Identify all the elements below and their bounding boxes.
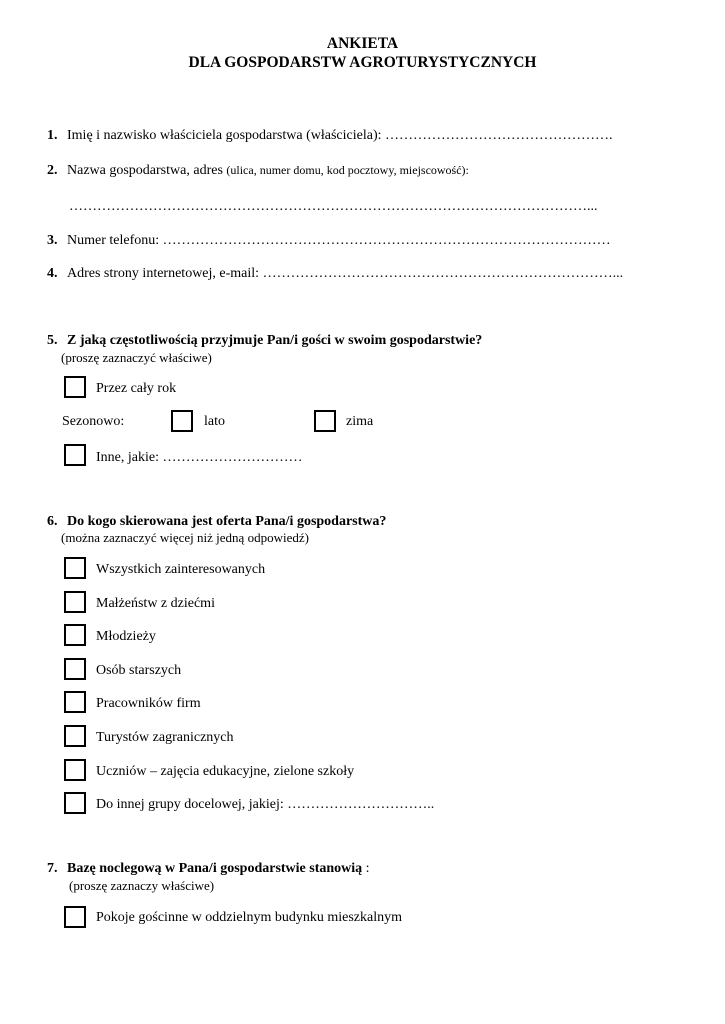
question-5 — [47, 333, 482, 349]
form-title: ANKIETA — [326, 35, 399, 52]
option-label: lato — [204, 414, 225, 429]
option-label: Pracowników firm — [96, 696, 201, 712]
question-6 — [47, 514, 386, 530]
question-note: (można zaznaczyć więcej niż jedną odpowiedź) — [61, 530, 309, 545]
question-2 — [47, 163, 469, 179]
question-colon: : — [362, 861, 370, 876]
answer-field-website-email[interactable]: …………………………………………………………………... — [262, 266, 624, 281]
question-text: Adres strony internetowej, e-mail: — [67, 266, 260, 281]
checkbox-target-group-6[interactable] — [64, 725, 86, 747]
question-3 — [47, 233, 611, 249]
checkbox-summer[interactable] — [171, 410, 193, 432]
checkbox-target-group-7[interactable] — [64, 759, 86, 781]
question-text: Nazwa gospodarstwa, adres — [67, 163, 223, 178]
seasonal-label: Sezonowo: — [62, 414, 125, 429]
answer-field-farm-address[interactable]: …………………………………………………………………………………………………... — [69, 199, 598, 214]
checkbox-target-group-2[interactable] — [64, 591, 86, 613]
option-label: Turystów zagranicznych — [96, 730, 234, 745]
option-label: Pokoje gościnne w oddzielnym budynku mieszkalnym — [96, 910, 403, 925]
question-number: 2. — [47, 163, 58, 178]
checkbox-target-group-3[interactable] — [64, 624, 86, 646]
question-note: (proszę zaznaczyć właściwe) — [61, 350, 212, 365]
question-7 — [47, 861, 370, 877]
question-number: 5. — [47, 333, 58, 348]
question-text: Numer telefonu: — [67, 233, 160, 248]
form-subtitle: DLA GOSPODARSTW AGROTURYSTYCZNYCH — [188, 54, 537, 71]
option-label: Inne, jakie: ………………………… — [96, 450, 303, 465]
option-label: Małżeństw z dziećmi — [96, 595, 215, 611]
question-number: 4. — [47, 266, 58, 281]
option-label: Przez cały rok — [96, 381, 177, 396]
question-text: Z jaką częstotliwością przyjmuje Pan/i gości w swoim gospodarstwie? — [67, 333, 483, 348]
question-number: 1. — [47, 128, 58, 143]
checkbox-target-group-8[interactable] — [64, 792, 86, 814]
option-label: zima — [346, 414, 374, 429]
checkbox-target-group-4[interactable] — [64, 658, 86, 680]
checkbox-target-group-1[interactable] — [64, 557, 86, 579]
question-note: (proszę zaznaczy właściwe) — [69, 878, 215, 893]
question-number: 3. — [47, 233, 58, 248]
option-label: Do innej grupy docelowej, jakiej: ………………………….. — [96, 797, 435, 813]
option-label: Młodzieży — [96, 629, 156, 645]
question-number: 6. — [47, 514, 58, 529]
question-1 — [47, 128, 613, 144]
question-text: Bazę noclegową w Pana/i gospodarstwie stanowią — [67, 861, 363, 876]
checkbox-target-group-5[interactable] — [64, 691, 86, 713]
question-number: 7. — [47, 861, 58, 876]
checkbox-guest-rooms-separate-building[interactable] — [64, 906, 86, 928]
option-label: Uczniów – zajęcia edukacyjne, zielone szkoły — [96, 763, 355, 779]
question-hint: (ulica, numer domu, kod pocztowy, miejscowość): — [226, 163, 469, 177]
question-text: Imię i nazwisko właściciela gospodarstwa (właściciela): — [67, 128, 382, 143]
answer-field-owner-name[interactable]: …………………………………………. — [385, 128, 613, 143]
answer-field-phone[interactable]: …………………………………………………………………………………… — [162, 233, 611, 248]
checkbox-other-frequency[interactable] — [64, 444, 86, 466]
option-label: Osób starszych — [96, 662, 182, 678]
checkbox-winter[interactable] — [314, 410, 336, 432]
option-label: Wszystkich zainteresowanych — [96, 562, 266, 577]
question-4 — [47, 266, 623, 282]
question-text: Do kogo skierowana jest oferta Pana/i gospodarstwa? — [67, 514, 387, 529]
checkbox-all-year[interactable] — [64, 376, 86, 398]
